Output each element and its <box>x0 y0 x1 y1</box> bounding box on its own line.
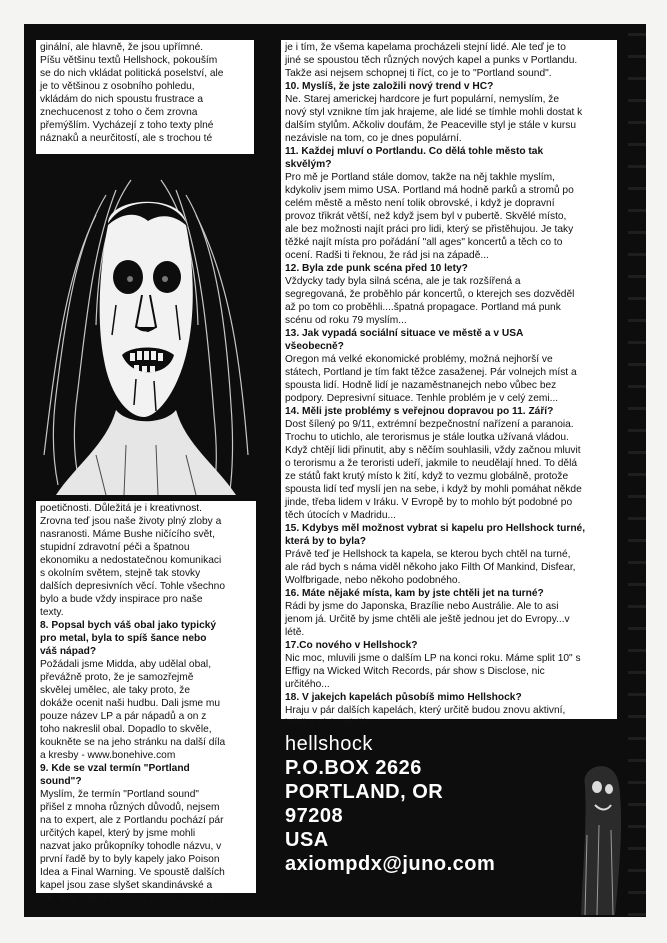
question-line: skvělým? <box>285 159 332 170</box>
answer-line: Pro mě je Portland stále domov, takže na něj takhle myslím, <box>285 172 555 183</box>
address-country: USA <box>285 829 329 851</box>
text-line: náznaků a neurčitostí, ale s trochou té <box>40 133 213 144</box>
answer-line: Nic moc, mluvili jsme o dalším LP na konci roku. Máme split 10" s <box>285 653 581 664</box>
answer-line: kdykoliv jsem mimo USA. Portland má hodně parků a stromů po <box>285 185 574 196</box>
ghost-figure-illustration <box>575 745 625 915</box>
answer-line: Trochu to utichlo, ale terorismus je stále loutka užívaná vládou. <box>285 432 569 443</box>
answer-line: těžké najít místa pro pořádání "all ages" koncertů a těch co to <box>285 237 563 248</box>
answer-line: Když chtějí lidi přinutit, aby s něčím souhlasili, vždy začnou mluvit <box>285 445 581 456</box>
text-line: Zrovna teď jsou naše životy plný zloby a <box>40 516 222 527</box>
answer-line: převážně proto, že je samozřejmě <box>40 672 194 683</box>
answer-line: nazvat jako průkopníky tohodle názvu, v <box>40 841 222 852</box>
answer-line: dalším stylům. Ačkoliv doufám, že Peaceville styl je stále v kursu <box>285 120 577 131</box>
answer-line: jiné se spoustou těch různých nových kapel a punks v Portlandu. <box>285 55 578 66</box>
answer-line: určitých kapel, který by jsme mohli <box>40 828 196 839</box>
question-line: váš nápad? <box>40 646 97 657</box>
answer-line: Oregon má velké ekonomické problémy, možná nejhorší ve <box>285 354 553 365</box>
answer-line: provoz třikrát větší, než když jsem byl v pubertě. Skvělé místo, <box>285 211 567 222</box>
answer-line: Wolfbrigade, nebo někoho podobného. <box>285 575 461 586</box>
question-line: sound"? <box>40 776 82 787</box>
answer-line: nový styl vznikne tím jak hrajeme, ale lidé se tímhle mohli dostat k <box>285 107 583 118</box>
text-line: přemýšlím. Vycházejí z toho texty plné <box>40 120 214 131</box>
answer-line: spousta lidí. Hodně lidí je nazaměstnanejch nebo vůbec bez <box>285 380 557 391</box>
text-line: ginální, ale hlavně, že jsou upřímné. <box>40 42 204 53</box>
answer-line: a kresby - www.bonehive.com <box>40 750 176 761</box>
text-line: poetičnosti. Důležitá je i kreativnost. <box>40 503 202 514</box>
left-top-text <box>36 40 254 154</box>
answer-line: Hraju v pár dalších kapelách, který určitě budou znovu aktivní, <box>285 705 566 716</box>
left-bottom-text <box>36 501 256 904</box>
answer-line: Takže asi nejsem schopnej ti říct, co je to "Portland sound". <box>285 68 552 79</box>
answer-line: Požádali jsme Midda, aby udělal obal, <box>40 659 212 670</box>
answer-line: celém městě a město není tolik obrovské, i když je dopravní <box>285 198 555 209</box>
answer-line: Vždycky tady byla silná scéna, ale je tak rozšířená a <box>285 276 521 287</box>
answer-line: dokáže ocenit naši hudbu. Dali jsme mu <box>40 698 221 709</box>
contact-address <box>285 732 495 876</box>
answer-line: Ne. Starej americkej hardcore je furt populární, nemyslím, že <box>285 94 560 105</box>
text-line: Píšu většinu textů Hellshock, pokouším <box>40 55 218 66</box>
question-line: která by to byla? <box>285 536 366 547</box>
answer-line: ale rád bych s náma viděl někoho jako Filth Of Mankind, Disfear, <box>285 562 576 573</box>
answer-line: segregovaná, že proběhlo pár koncertů, o kterejch ses dozvěděl <box>285 289 575 300</box>
text-line: dalších depresivních věcí. Tohle všechno <box>40 581 225 592</box>
answer-line: skvělej umělec, ale taky proto, že <box>40 685 191 696</box>
question-line: 18. V jakejch kapelách působíš mimo Hellshock? <box>285 692 522 703</box>
question-line: 14. Měli jste problémy s veřejnou dopravou po 11. Září? <box>285 406 554 417</box>
answer-line: Právě teď je Hellshock ta kapela, se kterou bych chtěl na turné, <box>285 549 571 560</box>
answer-line: pouze název LP a pár nápadů a on z <box>40 711 207 722</box>
answer-line: Effigy na Wicked Witch Records, pár show s Disclose, nic <box>285 666 545 677</box>
answer-line: ale bez možnosti najít práci pro lidi, který se přistěhujou. Je taky <box>285 224 574 235</box>
answer-line: UK vlivy, jako Defiance, Resist, možná to <box>40 893 225 904</box>
answer-line: Myslím, že termín "Portland sound" <box>40 789 199 800</box>
answer-line: první řadě by to byly kapely jako Poison <box>40 854 220 865</box>
address-city: PORTLAND, OR <box>285 781 444 803</box>
answer-line: o terorismu a že teroristi udeří, jakmile to neudělají hned. To dělá <box>285 458 578 469</box>
question-line: 13. Jak vypadá sociální situace ve městě a v USA <box>285 328 524 339</box>
question-line: 17.Co nového v Hellshock? <box>285 640 418 651</box>
right-column-text <box>281 40 617 729</box>
answer-line: určitého... <box>285 679 330 690</box>
question-line: 12. Byla zde punk scéna před 10 lety? <box>285 263 468 274</box>
text-line: vkládám do nich spoustu frustrace a <box>40 94 204 105</box>
answer-line: na to expert, ale z Portlandu pochází pár <box>40 815 224 826</box>
answer-line: létě. <box>285 627 305 638</box>
answer-line: nezávisle na tom, co je dnes populární. <box>285 133 462 144</box>
text-line: stupidní zdravotní péči a špatnou <box>40 542 190 553</box>
question-line: 16. Máte nějaké místa, kam by jste chtěli jet na turné? <box>285 588 544 599</box>
answer-line: těch útocích v Madridu... <box>285 510 396 521</box>
answer-line: kapel jsou zase slyšet skandinávské a <box>40 880 213 891</box>
question-line: 11. Každej mluví o Portlandu. Co dělá tohle město tak <box>285 146 544 157</box>
answer-line: scénu od roku 79 myslím... <box>285 315 407 326</box>
answer-line: toho nakreslil obal. Dopadlo to skvěle, <box>40 724 212 735</box>
question-line: všeobecně? <box>285 341 344 352</box>
text-line: je to většinou z osobního pohledu, <box>40 81 195 92</box>
answer-line: podpory. Depresivní situace. Tenhle problém je v celý zemi... <box>285 393 559 404</box>
address-email: axiompdx@juno.com <box>285 853 496 875</box>
question-line: 8. Popsal bych váš obal jako typický <box>40 620 217 631</box>
text-line: se do nich vkládat politická poselství, ale <box>40 68 224 79</box>
answer-line: přišel z mnoha různých důvodů, nejsem <box>40 802 220 813</box>
text-line: s okolním světem, stejně tak stovky <box>40 568 201 579</box>
answer-line: ještě o nich uslyšíte... <box>285 718 383 729</box>
question-line: 10. Myslíš, že jste založili nový trend v HC? <box>285 81 494 92</box>
answer-line: ocení. Radši ti řeknou, že rád jsi na západě... <box>285 250 489 261</box>
answer-line: Idea a Final Warning. Ve spoustě dalších <box>40 867 225 878</box>
answer-line: až po tom co proběhli....špatná propagace. Portland má punk <box>285 302 561 313</box>
question-line: 15. Kdybys měl možnost vybrat si kapelu pro Hellshock turné, <box>285 523 586 534</box>
answer-line: koukněte se na jeho stránku na další díla <box>40 737 226 748</box>
answer-line: je i tím, že všema kapelama procházeli stejní lidé. Ale teď je to <box>285 42 566 53</box>
question-line: pro metal, byla to spíš šance nebo <box>40 633 207 644</box>
ghoul-portrait-illustration <box>36 155 256 495</box>
text-line: bylo a bude vždy inspirace pro naše <box>40 594 203 605</box>
answer-line: státech, Portland je tím fakt těžce zasaženej. Pár volnejch míst a <box>285 367 577 378</box>
text-line: znechucenost z toho o čem zrovna <box>40 107 198 118</box>
answer-line: spousta lidí teď myslí jen na sebe, i když by mohli pomáhat někde <box>285 484 582 495</box>
text-line: nasranosti. Máme Bushe ničícího svět, <box>40 529 215 540</box>
answer-line: jenom já. Určitě by jsme chtěli ale ještě jednou jet do Evropy...v <box>285 614 570 625</box>
answer-line: jinde, třeba lidem v Iráku. V Evropě by to mohlo být podobné po <box>285 497 573 508</box>
question-line: 9. Kde se vzal termín "Portland <box>40 763 190 774</box>
answer-line: Rádi by jsme do Japonska, Brazílie nebo Austrálie. Ale to asi <box>285 601 559 612</box>
address-zip: 97208 <box>285 805 344 827</box>
address-band-name: hellshock <box>285 733 373 755</box>
answer-line: Dost šílený po 9/11, extrémní bezpečnostní nařízení a paranoia. <box>285 419 574 430</box>
text-line: ekonomiku a nedostatečnou komunikaci <box>40 555 222 566</box>
answer-line: ze států fakt krutý místo k žití, když to vezmu globálně, protože <box>285 471 569 482</box>
address-po-box: P.O.BOX 2626 <box>285 757 422 779</box>
text-line: texty. <box>40 607 64 618</box>
